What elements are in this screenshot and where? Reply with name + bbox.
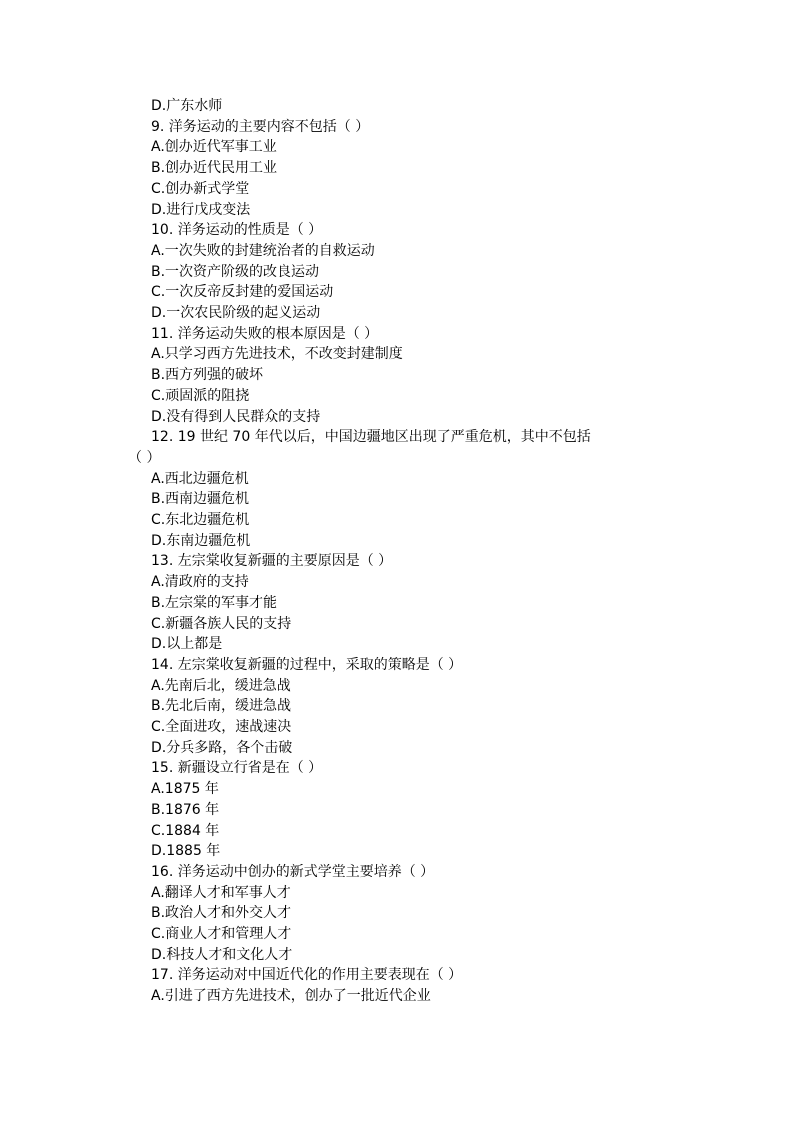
option-line: B.政治人才和外交人才 xyxy=(151,905,292,922)
question-line: 12. 19 世纪 70 年代以后，中国边疆地区出现了严重危机，其中不包括 xyxy=(151,429,591,446)
option-line: B.左宗棠的军事才能 xyxy=(151,594,278,611)
option-line: A.西北边疆危机 xyxy=(151,470,249,487)
option-line: A.翻译人才和军事人才 xyxy=(151,884,291,901)
question-line: 16. 洋务运动中创办的新式学堂主要培养（ ） xyxy=(151,863,435,880)
option-line: C.东北边疆危机 xyxy=(151,512,250,528)
option-line: D.进行戊戌变法 xyxy=(151,201,251,218)
option-line: B.先北后南，缓进急战 xyxy=(151,698,292,715)
option-line: D.东南边疆危机 xyxy=(151,532,251,549)
option-line: A.1875 年 xyxy=(151,781,219,798)
option-line: A.一次失败的封建统治者的自救运动 xyxy=(151,242,375,259)
option-line: A.先南后北，缓进急战 xyxy=(151,677,291,694)
option-line: C.新疆各族人民的支持 xyxy=(151,615,292,632)
option-line: D.科技人才和文化人才 xyxy=(151,946,293,963)
option-line: B.西方列强的破坏 xyxy=(151,367,264,384)
option-line: B.一次资产阶级的改良运动 xyxy=(151,263,320,280)
question-line: 13. 左宗棠收复新疆的主要原因是（ ） xyxy=(151,553,393,570)
option-line: D.1885 年 xyxy=(151,843,221,860)
option-line: C.创办新式学堂 xyxy=(151,180,250,197)
option-line: C.全面进攻，速战速决 xyxy=(151,719,292,735)
question-line: 9. 洋务运动的主要内容不包括（ ） xyxy=(151,118,370,135)
option-line: B.西南边疆危机 xyxy=(151,491,250,508)
option-line: D.分兵多路，各个击破 xyxy=(151,739,293,756)
question-line: 15. 新疆设立行省是在（ ） xyxy=(151,760,323,777)
option-line: D.以上都是 xyxy=(151,636,223,653)
question-line-wrap: （ ） xyxy=(128,449,161,466)
question-line: 14. 左宗棠收复新疆的过程中，采取的策略是（ ） xyxy=(151,656,463,673)
option-line: B.创办近代民用工业 xyxy=(151,160,278,177)
option-line: A.引进了西方先进技术，创办了一批近代企业 xyxy=(151,988,431,1005)
option-line: A.清政府的支持 xyxy=(151,574,249,591)
option-line: C.一次反帝反封建的爱国运动 xyxy=(151,284,334,301)
option-line: B.1876 年 xyxy=(151,801,220,818)
option-line: A.创办近代军事工业 xyxy=(151,139,277,156)
option-line: C.商业人才和管理人才 xyxy=(151,926,292,942)
option-line: C.顽固派的阻挠 xyxy=(151,387,250,404)
question-line: 10. 洋务运动的性质是（ ） xyxy=(151,222,323,239)
option-line: D.没有得到人民群众的支持 xyxy=(151,408,321,425)
option-line: D.广东水师 xyxy=(151,98,223,114)
option-line: A.只学习西方先进技术，不改变封建制度 xyxy=(151,346,403,363)
question-line: 17. 洋务运动对中国近代化的作用主要表现在（ ） xyxy=(151,967,463,984)
option-line: C.1884 年 xyxy=(151,822,220,839)
question-line: 11. 洋务运动失败的根本原因是（ ） xyxy=(151,325,379,342)
option-line: D.一次农民阶级的起义运动 xyxy=(151,305,321,321)
